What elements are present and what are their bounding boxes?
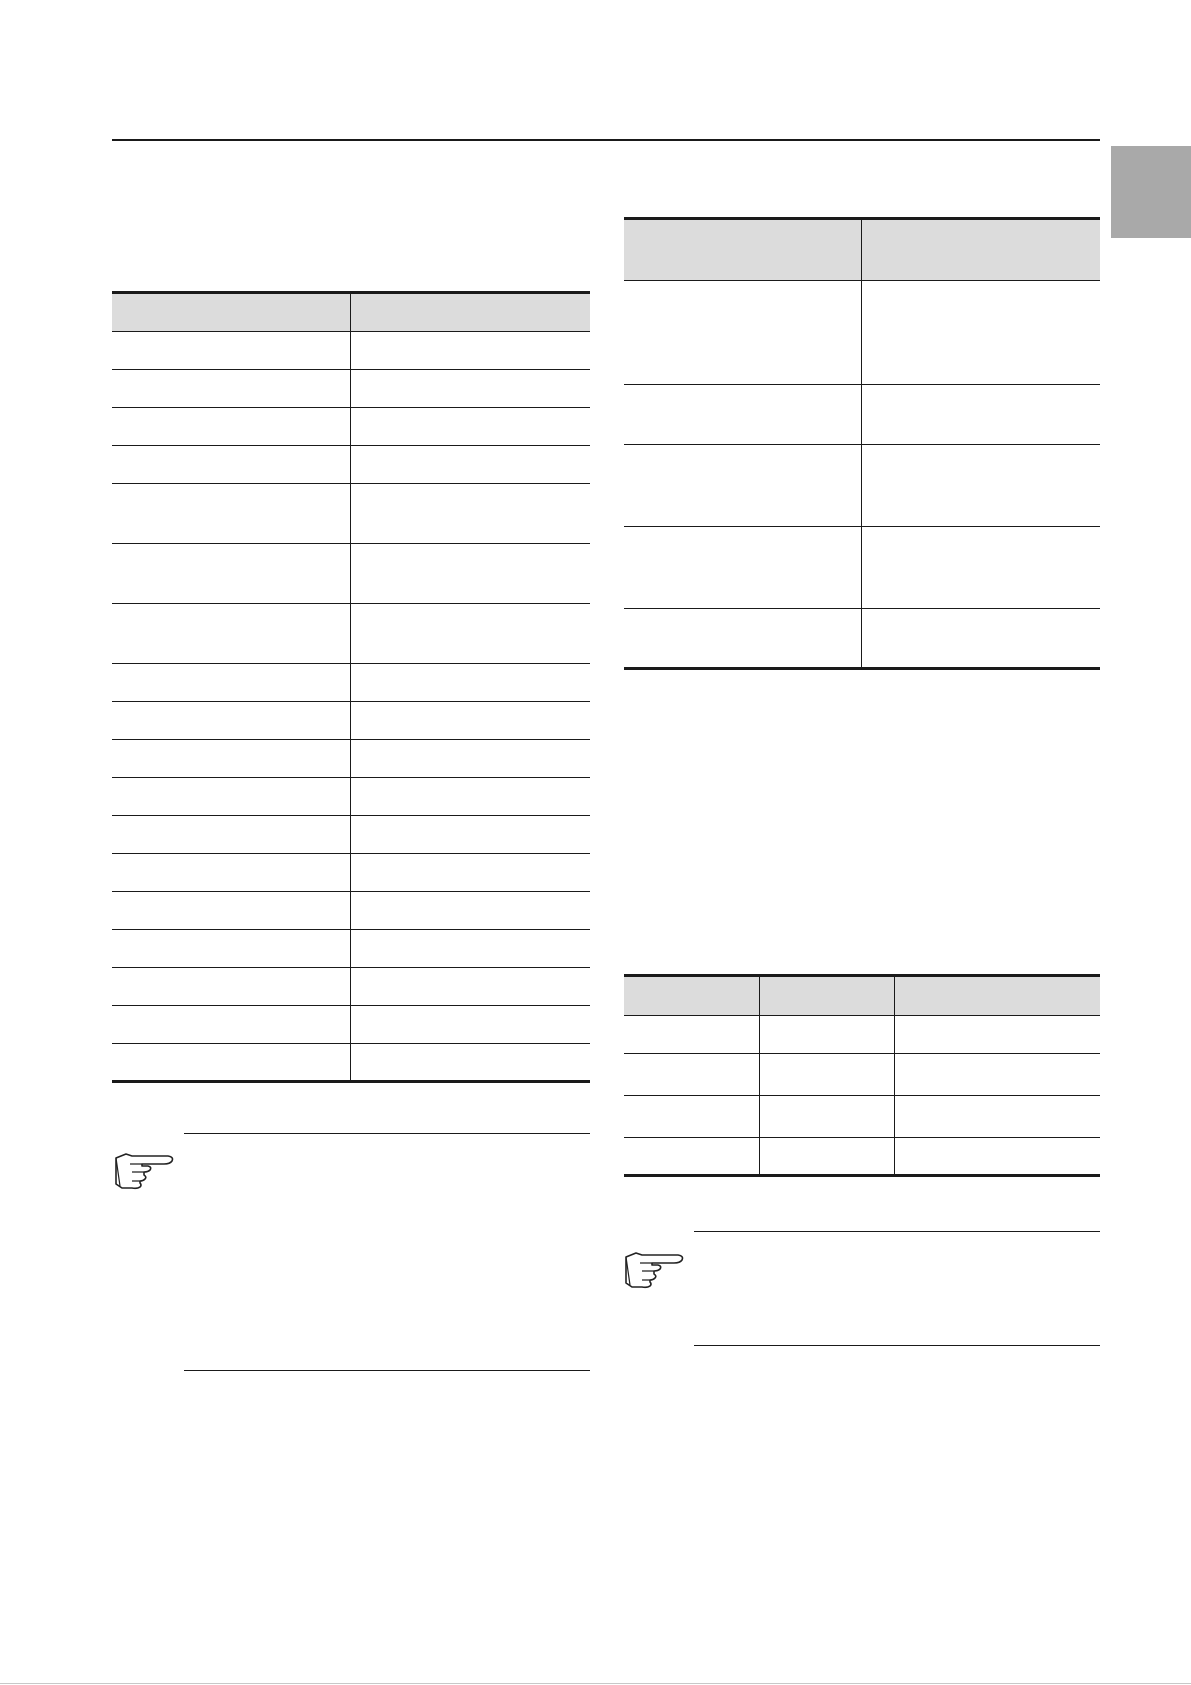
table-row bbox=[112, 370, 590, 408]
table-row bbox=[624, 445, 1100, 527]
table-row bbox=[624, 1054, 1100, 1096]
note-top-rule bbox=[694, 1231, 1100, 1232]
table-row bbox=[624, 385, 1100, 445]
table-row bbox=[112, 892, 590, 930]
page-bottom-rule bbox=[0, 1683, 1191, 1684]
table-header-row bbox=[112, 293, 590, 332]
right-top-table bbox=[624, 217, 1100, 670]
table-row bbox=[624, 1096, 1100, 1138]
pointing-hand-icon bbox=[112, 1148, 178, 1192]
right-bottom-table bbox=[624, 974, 1100, 1177]
table-row bbox=[624, 1016, 1100, 1054]
table-row bbox=[112, 484, 590, 544]
table-row bbox=[112, 332, 590, 370]
table-row bbox=[112, 702, 590, 740]
table-header-row bbox=[624, 976, 1100, 1016]
table-row bbox=[112, 604, 590, 664]
note-top-rule bbox=[184, 1133, 590, 1134]
table-row bbox=[112, 446, 590, 484]
note-bottom-rule bbox=[184, 1370, 590, 1371]
top-rule bbox=[112, 139, 1100, 141]
table-row bbox=[112, 854, 590, 892]
table-row bbox=[112, 664, 590, 702]
left-table bbox=[112, 291, 590, 1083]
pointing-hand-icon bbox=[622, 1247, 688, 1291]
note-bottom-rule bbox=[694, 1345, 1100, 1346]
table-row bbox=[112, 1006, 590, 1044]
chapter-tab bbox=[1111, 146, 1191, 238]
table-row bbox=[112, 408, 590, 446]
table-row bbox=[112, 816, 590, 854]
table-row bbox=[112, 1044, 590, 1082]
table-row bbox=[112, 544, 590, 604]
table-row bbox=[112, 968, 590, 1006]
table-header-row bbox=[624, 219, 1100, 281]
table-row bbox=[624, 527, 1100, 609]
table-row bbox=[624, 281, 1100, 385]
table-row bbox=[624, 609, 1100, 669]
table-row bbox=[112, 778, 590, 816]
table-row bbox=[112, 740, 590, 778]
table-row bbox=[112, 930, 590, 968]
table-row bbox=[624, 1138, 1100, 1176]
